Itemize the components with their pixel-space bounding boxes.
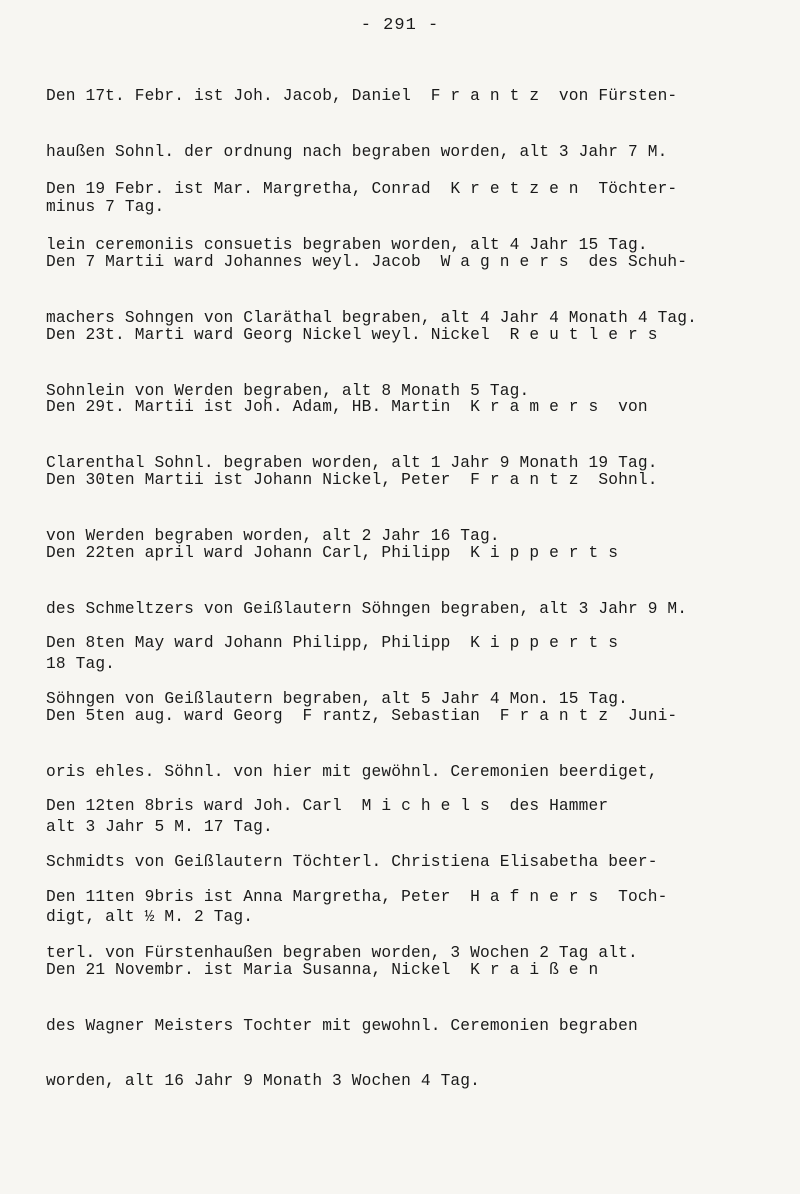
entry-line: Schmidts von Geißlautern Töchterl. Christiena Elisabetha beer- <box>46 852 658 871</box>
entry-line: 18 Tag. <box>46 655 116 673</box>
entry-line: worden, alt 16 Jahr 9 Monath 3 Wochen 4 Tag. <box>46 1072 481 1090</box>
entry-line: oris ehles. Söhnl. von hier mit gewöhnl. Ceremonien beerdiget, <box>46 762 658 781</box>
entry-line: digt, alt ½ M. 2 Tag. <box>46 908 254 926</box>
entry-line: Sohnlein von Werden begraben, alt 8 Monath 5 Tag. <box>46 381 530 400</box>
entry-line: Den 22ten april ward Johann Carl, Philipp K i p p e r t s <box>46 544 619 562</box>
entry-line: Den 19 Febr. ist Mar. Margretha, Conrad K r e t z e n Töchter- <box>46 180 678 198</box>
entry-line: lein ceremoniis consuetis begraben worden, alt 4 Jahr 15 Tag. <box>46 235 648 254</box>
entry-line: Den 11ten 9bris ist Anna Margretha, Peter H a f n e r s Toch- <box>46 888 668 906</box>
entry-line: Den 23t. Marti ward Georg Nickel weyl. Nickel R e u t l e r s <box>46 326 658 344</box>
entry-line: Den 17t. Febr. ist Joh. Jacob, Daniel F r a n t z von Fürsten- <box>46 87 678 105</box>
entry-line: des Wagner Meisters Tochter mit gewohnl. Ceremonien begraben <box>46 1016 638 1035</box>
entry-line: Den 21 Novembr. ist Maria Susanna, Nickel K r a i ß e n <box>46 961 599 979</box>
entry-line: haußen Sohnl. der ordnung nach begraben worden, alt 3 Jahr 7 M. <box>46 142 668 161</box>
entry-line: Den 30ten Martii ist Johann Nickel, Peter F r a n t z Sohnl. <box>46 471 658 489</box>
burial-entry-12 <box>46 924 786 1128</box>
entry-line: Den 12ten 8bris ward Joh. Carl M i c h e l s des Hammer <box>46 797 609 815</box>
page-number: - 291 - <box>360 16 440 35</box>
entry-line: terl. von Fürstenhaußen begraben worden, 3 Wochen 2 Tag alt. <box>46 943 638 962</box>
entry-line: machers Sohngen von Claräthal begraben, alt 4 Jahr 4 Monath 4 Tag. <box>46 308 698 327</box>
entry-line: Den 29t. Martii ist Joh. Adam, HB. Martin K r a m e r s von <box>46 398 648 416</box>
entry-line: des Schmeltzers von Geißlautern Söhngen begraben, alt 3 Jahr 9 M. <box>46 599 688 618</box>
entry-line: von Werden begraben worden, alt 2 Jahr 16 Tag. <box>46 526 500 545</box>
entry-line: minus 7 Tag. <box>46 198 165 216</box>
entry-line: Den 7 Martii ward Johannes weyl. Jacob W a g n e r s des Schuh- <box>46 253 688 271</box>
entry-line: Den 8ten May ward Johann Philipp, Philipp K i p p e r t s <box>46 634 619 652</box>
entry-line: alt 3 Jahr 5 M. 17 Tag. <box>46 818 273 836</box>
entry-line: Den 5ten aug. ward Georg F rantz, Sebastian F r a n t z Juni- <box>46 707 678 725</box>
entry-line: Söhngen von Geißlautern begraben, alt 5 Jahr 4 Mon. 15 Tag. <box>46 689 628 708</box>
entry-line: Clarenthal Sohnl. begraben worden, alt 1 Jahr 9 Monath 19 Tag. <box>46 453 658 472</box>
